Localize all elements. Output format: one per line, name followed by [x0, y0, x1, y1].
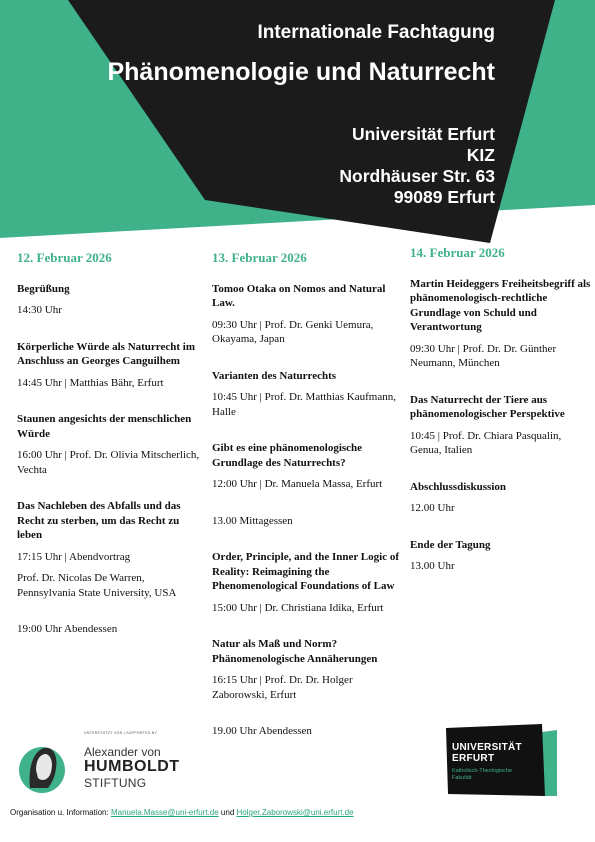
program-item	[17, 282, 202, 318]
program-item	[410, 393, 592, 458]
talk-detail: 13.00 Uhr	[410, 560, 455, 572]
email-link-zaborowski[interactable]: Holger.Zaborowski@uni.erfurt.de	[236, 808, 354, 817]
talk-detail: 19.00 Uhr Abendessen	[212, 725, 312, 737]
venue-address	[339, 124, 495, 208]
footer-label: Organisation u. Information:	[10, 808, 109, 817]
talk-title: Natur als Maß und Norm? Phänomenologische Annäherungen	[212, 638, 378, 665]
program-item	[212, 441, 402, 492]
talk-title: Das Naturrecht der Tiere aus phänomenologischer Perspektive	[410, 393, 565, 420]
talk-title: Das Nachleben des Abfalls und das Recht zu sterben, um das Recht zu leben	[17, 500, 181, 541]
talk-title: Order, Principle, and the Inner Logic of Reality: Reimagining the Phenomenological Foundations of Law	[212, 551, 399, 592]
humboldt-name-3: STIFTUNG	[84, 776, 147, 790]
talk-title: Martin Heideggers Freiheitsbegriff als phänomenologisch-rechtliche Grundlage von Schuld und Verantwortung	[410, 277, 591, 333]
program-item	[17, 499, 202, 600]
contact-footer	[10, 808, 354, 817]
address-line: Universität Erfurt	[352, 124, 495, 144]
talk-detail: 14:30 Uhr	[17, 304, 62, 316]
talk-detail: 14:45 Uhr | Matthias Bähr, Erfurt	[17, 376, 164, 389]
program-item	[17, 412, 202, 477]
university-name-2: ERFURT	[452, 753, 495, 764]
day-date: 14. Februar 2026	[410, 245, 505, 260]
talk-title: Staunen angesichts der menschlichen Würde	[17, 413, 192, 440]
university-name-1: UNIVERSITÄT	[452, 742, 522, 753]
talk-title: Gibt es eine phänomenologische Grundlage des Naturrechts?	[212, 442, 363, 469]
talk-title: Tomoo Otaka on Nomos and Natural Law.	[212, 282, 386, 309]
talk-detail: 19:00 Uhr Abendessen	[17, 623, 118, 635]
talk-detail: 16:15 Uhr | Prof. Dr. Dr. Holger Zaborowski, Erfurt	[212, 674, 353, 701]
program-item	[212, 637, 402, 702]
footer-separator: und	[220, 808, 235, 817]
humboldt-name-2: HUMBOLDT	[84, 758, 180, 775]
event-title: Phänomenologie und Naturrecht	[107, 58, 495, 86]
talk-title: Abschlussdiskussion	[410, 480, 507, 493]
program-item	[212, 369, 402, 420]
day-date: 13. Februar 2026	[212, 250, 307, 265]
talk-detail: 12:00 Uhr | Dr. Manuela Massa, Erfurt	[212, 478, 383, 490]
humboldt-supported-by: UNTERSTÜTZT VON | SUPPORTED BY	[84, 731, 158, 735]
email-link-masse[interactable]: Manuela.Masse@uni-erfurt.de	[110, 808, 219, 817]
day-column	[410, 246, 592, 596]
talk-detail: 10:45 Uhr | Prof. Dr. Matthias Kaufmann, Halle	[212, 391, 396, 418]
university-logo	[446, 724, 557, 796]
talk-detail: 15:00 Uhr | Dr. Christiana Idika, Erfurt	[212, 601, 384, 614]
event-type: Internationale Fachtagung	[257, 22, 495, 43]
talk-detail: 09:30 Uhr | Prof. Dr. Genki Uemura, Okayama, Japan	[212, 318, 374, 345]
address-line: 99089 Erfurt	[393, 187, 495, 207]
program-item	[212, 724, 402, 739]
talk-title: Körperliche Würde als Naturrecht im Anschluss an Georges Canguilhem	[17, 340, 196, 367]
program-item	[212, 514, 402, 529]
humboldt-name-1: Alexander von	[84, 745, 161, 759]
talk-detail: 09:30 Uhr | Prof. Dr. Dr. Günther Neumann, München	[410, 342, 557, 369]
talk-title: Ende der Tagung	[410, 538, 491, 551]
talk-detail: 10:45 | Prof. Dr. Chiara Pasqualin, Genua, Italien	[410, 429, 562, 456]
program-item	[17, 622, 202, 637]
talk-detail: Prof. Dr. Nicolas De Warren, Pennsylvania State University, USA	[17, 572, 177, 599]
day-date: 12. Februar 2026	[17, 250, 112, 265]
program-item	[212, 550, 402, 615]
address-line: Nordhäuser Str. 63	[339, 166, 495, 186]
faculty-name: Katholisch-Theologische Fakultät	[452, 768, 512, 781]
day-column	[212, 251, 402, 761]
talk-detail: 12.00 Uhr	[410, 502, 455, 514]
program-item	[410, 538, 592, 574]
program-item	[410, 277, 592, 371]
talk-detail: 13.00 Mittagessen	[212, 514, 293, 527]
program-item	[17, 340, 202, 391]
talk-title: Begrüßung	[17, 282, 70, 295]
talk-title: Varianten des Naturrechts	[212, 369, 337, 382]
program-item	[410, 480, 592, 516]
address-line: KIZ	[466, 145, 495, 165]
day-column	[17, 251, 202, 659]
talk-detail: 17:15 Uhr | Abendvortrag	[17, 550, 131, 563]
program-item	[212, 282, 402, 347]
talk-detail: 16:00 Uhr | Prof. Dr. Olivia Mitscherlich, Vechta	[17, 449, 200, 476]
